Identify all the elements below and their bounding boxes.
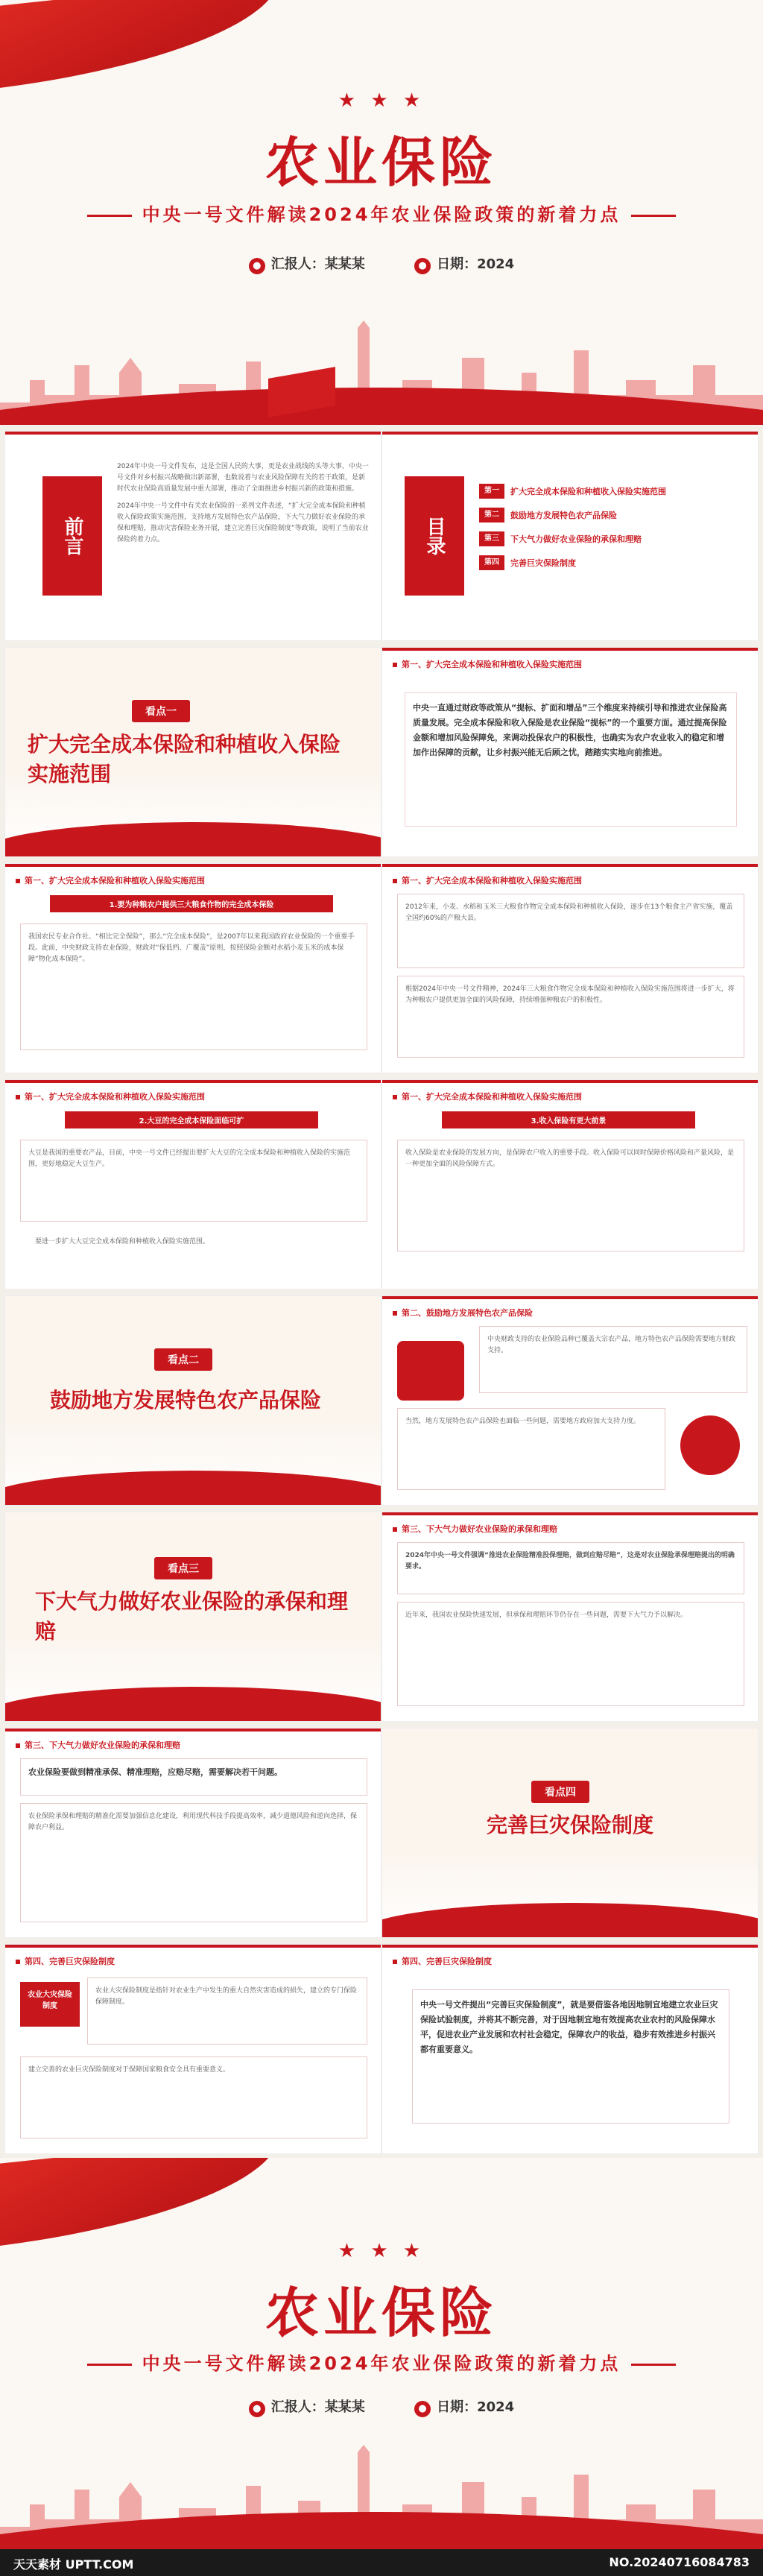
section-tag: 看点二: [154, 1348, 212, 1371]
banner: 3.收入保险有更大前景: [442, 1111, 695, 1128]
watermark-right: NO.20240716084783: [609, 2555, 750, 2569]
slide-12: [382, 1512, 759, 1722]
toc-item[interactable]: 第二 鼓励地方发展特色农产品保险: [479, 508, 747, 523]
toc-slide: [382, 431, 759, 641]
slide-header: 第一、扩大完全成本保险和种植收入保险实施范围: [16, 874, 205, 886]
closing-subtitle: 中央一号文件解读2024年农业保险政策的新着力点: [0, 2349, 763, 2375]
reporter: ● 汇报人：某某某: [249, 256, 365, 272]
preface-slide: [4, 431, 382, 641]
camera-icon: [680, 1415, 740, 1475]
cover-title: 农业保险: [265, 130, 498, 194]
calendar-icon: ●: [414, 2401, 431, 2417]
slide-header: 第四、完善巨灾保险制度: [16, 1955, 115, 1967]
section-title: 完善巨灾保险制度: [487, 1813, 654, 1837]
banner: 2.大豆的完全成本保险面临可扩: [65, 1111, 318, 1128]
slide-note: 要进一步扩大大豆完全成本保险和种植收入保险实施范围。: [35, 1238, 210, 1246]
slide-text-2: 当然，地方发展特色农产品保险也面临一些问题，需要地方政府加大支持力度。: [405, 1418, 641, 1425]
slide-10: [382, 1295, 759, 1506]
slide-text-1: 2024年中央一号文件强调“推进农业保险精准投保理赔，做到应赔尽赔”，这是对农业保险承保理赔提出的明确要求。: [405, 1552, 735, 1570]
reporter: ● 汇报人：某某某: [249, 2399, 365, 2415]
slide-16: [382, 1944, 759, 2154]
slide-text: 农业大灾保险制度是指针对农业生产中发生的重大自然灾害造成的损失，建立的专门保险保障制度。: [95, 1987, 358, 2006]
slide-lead: 农业保险要做到精准承保、精准理赔，应赔尽赔，需要解决若干问题。: [28, 1767, 282, 1777]
closing-meta: [0, 2396, 763, 2417]
slide-text: 我国农民专业合作社、“相比完全保险”，那么“完全成本保险”，是2007年以来我国政府农业保险的一个重要手段。此前，中央财政支持农业保险，财政对“保低档、广覆盖”原则，按照保险金额对水稻小麦玉米的成本保障“物化成本保险”。: [28, 933, 355, 963]
section-4-slide: [382, 1728, 759, 1938]
detail-text: 中央一直通过财政等政策从“提标、扩面和增品”三个维度来持续引导和推进农业保险高质量发展。完全成本保险和收入保险是农业保险“提标”的一个重要方面。通过提高保险金额和增加风险保障免，来调动投保农户的积极性，也确实为农户农业收入的稳定和增加作出保障的贡献，让乡村振兴能无后顾之忧，踏踏实实地向前推进。: [413, 703, 727, 757]
preface-text-2: 2024年中央一号文件中有关农业保险的一系列文件表述，“扩大完全成本保险和种植收入保险政策实施范围，支持地方发展特色农产品保险，下大气力做好农业保险的承保和理赔，推动灾害保险业务开展，建立完善巨灾保险制度”等政策，说明了当前农业保险的着力点。: [117, 502, 369, 543]
box-label: 农业大灾保险制度: [20, 1982, 80, 2027]
closing-slide: [0, 2158, 763, 2549]
date: ● 日期：2024: [414, 256, 514, 272]
slide-8: [382, 1079, 759, 1289]
section-1-slide: [4, 647, 382, 857]
slide-text: 收入保险是农业保险的发展方向，是保障农户收入的重要手段。收入保险可以同时保障价格风险和产量风险，是一种更加全面的风险保障方式。: [405, 1149, 735, 1168]
section-tag: 看点四: [531, 1781, 589, 1803]
preface-label: 前言: [42, 476, 102, 596]
slide-7: [4, 1079, 382, 1289]
cover-subtitle: 中央一号文件解读2024年农业保险政策的新着力点: [0, 200, 763, 226]
section-1-detail-slide: [382, 647, 759, 857]
watermark-left: 天天素材 UPTT.COM: [13, 2557, 134, 2572]
cover-meta: [0, 253, 763, 274]
slide-header: 第三、下大气力做好农业保险的承保和理赔: [16, 1739, 180, 1751]
slide-note: 建立完善的农业巨灾保险制度对于保障国家粮食安全具有重要意义。: [28, 2066, 230, 2074]
slide-header: 第二、鼓励地方发展特色农产品保险: [393, 1307, 533, 1319]
red-ribbon-decoration: [0, 0, 287, 91]
section-title: 扩大完全成本保险和种植收入保险实施范围: [28, 732, 341, 786]
slide-text: 农业保险承保和理赔的精准化需要加强信息化建设，利用现代科技手段提高效率，减少道德风险和逆向选择，保障农户利益。: [28, 1813, 358, 1831]
stars-icon: ★ ★ ★: [338, 89, 425, 112]
slide-header: 第三、下大气力做好农业保险的承保和理赔: [393, 1523, 557, 1535]
slide-header: 第四、完善巨灾保险制度: [393, 1955, 492, 1967]
toc-list: [479, 484, 747, 579]
red-ribbon-decoration: [0, 2158, 287, 2249]
slide-header: 第一、扩大完全成本保险和种植收入保险实施范围: [393, 874, 582, 886]
section-title: 下大气力做好农业保险的承保和理赔: [35, 1589, 349, 1644]
person-icon: ●: [249, 258, 265, 274]
toc-label: 目录: [405, 476, 464, 596]
date: ● 日期：2024: [414, 2399, 514, 2415]
city-skyline-icon: [0, 2415, 763, 2549]
closing-title: 农业保险: [265, 2281, 498, 2344]
section-title: 鼓励地方发展特色农产品保险: [50, 1388, 322, 1412]
slide-text-1: 2012年来，小麦、水稻和玉米三大粮食作物完全成本保险和种植收入保险，逐步在13个粮食主产省实施，覆盖全国约60%的产粮大县。: [405, 903, 733, 922]
toc-item[interactable]: 第三 下大气力做好农业保险的承保和理赔: [479, 531, 747, 546]
slide-15: [4, 1944, 382, 2154]
slide-5: [4, 863, 382, 1073]
slide-text-1: 中央财政支持的农业保险品种已覆盖大宗农产品，地方特色农产品保险需要地方财政支持。: [487, 1336, 736, 1354]
slide-6: [382, 863, 759, 1073]
person-icon: ●: [249, 2401, 265, 2417]
slide-13: [4, 1728, 382, 1938]
stars-icon: ★ ★ ★: [338, 2240, 425, 2262]
slide-text: 中央一号文件提出“完善巨灾保险制度”，就是要借鉴各地因地制宜地建立农业巨灾保险试验制度，并将其不断完善，对于因地制宜地有效提高农业农村的风险保障水平，促进农业产业发展和农村社会稳定，保障农户的收益，稳步有效推进乡村振兴都有重要意义。: [420, 2000, 718, 2054]
toc-item[interactable]: 第四 完善巨灾保险制度: [479, 555, 747, 570]
slide-header: 第一、扩大完全成本保险和种植收入保险实施范围: [16, 1090, 205, 1102]
city-skyline-icon: [0, 291, 763, 425]
banner: 1.要为种粮农户提供三大粮食作物的完全成本保险: [50, 895, 333, 912]
cover-slide: [0, 0, 763, 425]
calendar-icon: ●: [414, 258, 431, 274]
slide-text-2: 近年来，我国农业保险快速发展，但承保和理赔环节仍存在一些问题，需要下大气力予以解决。: [405, 1611, 688, 1619]
slide-header: 第一、扩大完全成本保险和种植收入保险实施范围: [393, 658, 582, 670]
watermark-footer: [0, 2549, 763, 2576]
toc-item[interactable]: 第一 扩大完全成本保险和种植收入保险实施范围: [479, 484, 747, 499]
section-tag: 看点三: [154, 1557, 212, 1579]
slide-text: 大豆是我国的重要农产品，目前，中央一号文件已经提出要扩大大豆的完全成本保险和种植收入保险的实施范围，更好地稳定大豆生产。: [28, 1149, 351, 1168]
section-tag: 看点一: [132, 700, 190, 722]
people-icon: [397, 1341, 464, 1401]
slide-header: 第一、扩大完全成本保险和种植收入保险实施范围: [393, 1090, 582, 1102]
section-2-slide: [4, 1295, 382, 1506]
preface-text-1: 2024年中央一号文件发布，这是全国人民的大事，更是农业战线的头等大事，中央一号文件对乡村振兴战略做出新部署，也数说着与农业风险保障有关的若干政策，是新时代农业保险高质量发展中重大部署，推动了全面推进乡村振兴新的政策和措施。: [117, 463, 369, 493]
section-3-slide: [4, 1512, 382, 1722]
slide-text-2: 根据2024年中央一号文件精神，2024年三大粮食作物完全成本保险和种植收入保险实施范围将进一步扩大，将为种粮农户提供更加全面的风险保障，持续增强种粮农户的积极性。: [405, 985, 735, 1004]
